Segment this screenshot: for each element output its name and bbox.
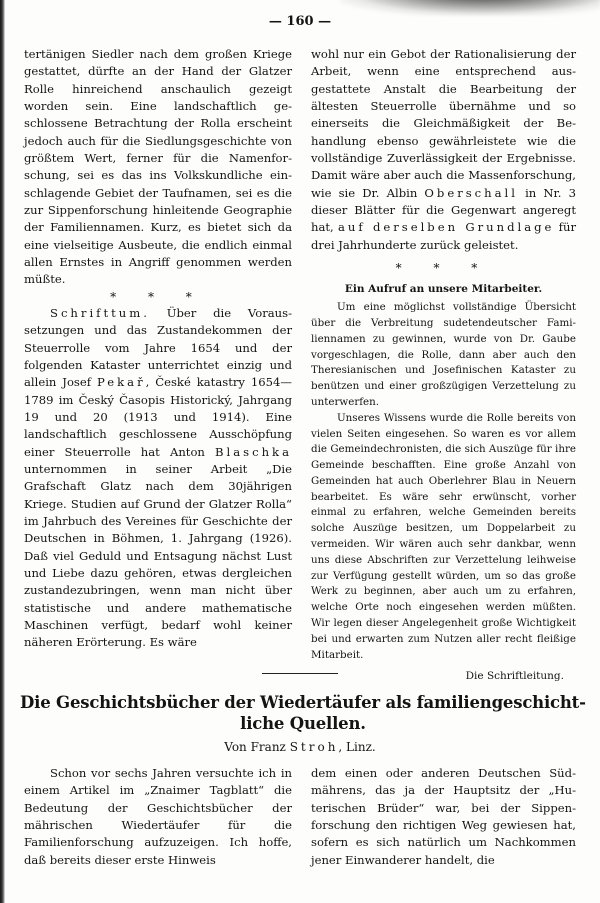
byline: Von Franz Stroh, Linz.	[224, 740, 376, 754]
author-name: Oberschall	[424, 185, 518, 200]
divider-rule	[300, 673, 338, 674]
section-label: Schrifttum.	[50, 305, 150, 320]
section-separator: * * *	[395, 261, 492, 276]
notice-body	[311, 300, 576, 685]
paragraph: Unseres Wissens wurde die Rolle bereits von vielen Seiten eingesehen. So waren es vor allem die Gemeindechronisten, die sich Auszüge für ihre Gemeinde beschafften. Eine große Anzahl von Gemeinden hat auch Oberlehrer Blau in Neuern bearbeitet. Es wäre sehr erwünscht, vorher einmal zu erfahren, welche Gemeinden bereits solche Auszüge besitzen, um Doppelarbeit zu vermeiden. Wir wären auch sehr dankbar, wenn uns diese Abschriften zur Verzettelung leihweise zur Verfügung gestellt würden, um so das große Werk zu beginnen, aber auch um zu erfahren, welche Orte noch eingesehen werden müßten. Wir legen dieser Angelegenheit große Wichtigkeit bei und erwarten zum Nutzen aller recht fleißige Mitarbeit.	[311, 411, 576, 661]
author-name: Stroh	[289, 740, 339, 754]
scan-edge-shadow	[0, 0, 5, 903]
divider-rule	[262, 673, 300, 674]
author-name: Blaschka	[215, 444, 292, 459]
page-number: — 160 —	[268, 14, 332, 29]
notice-title: Ein Aufruf an unsere Mitarbeiter.	[344, 283, 543, 296]
author-name: Pekař	[96, 375, 146, 390]
emphasis: auf derselben Grundlage	[338, 220, 555, 235]
article-left-column	[24, 765, 292, 869]
paragraph: Schon vor sechs Jahren versuchte ich in einem Artikel im „Znaimer Tagblatt“ die Bedeutung der Geschichtsbücher der mährischen Wiedertäufer für die Familienforschung aufzuzeigen. Ich hoffe, daß bereits dieser erste Hinweis	[24, 766, 292, 867]
paragraph: dem einen oder anderen Deutschen Südmährens, das ja der Hauptsitz der „Huterischen Brüder“ war, bei der Sippenforschung den richtigen Weg gewiesen hat, sofern es sich natürlich um Nachkommen jener Einwanderer handelt, die	[311, 766, 576, 867]
paragraph: Schrifttum. Über die Voraussetzungen und das Zustandekommen der Steuerrolle vom Jahre 1654 und der folgenden Kataster unterrichtet einzig und allein Josef Pekař, České katastry 1654—1789 im Český Časopis Historický, Jahrgang 19 und 20 (1913 und 1914). Eine landschaftlich geschlossene Ausschöpfung einer Steuerrolle hat Anton Blaschka unternommen in seiner Arbeit „Die Grafschaft Glatz nach dem 30jährigen Kriege. Studien auf Grund der Glatzer Rolla“ im Jahrbuch des Vereines für Geschichte der Deutschen in Böhmen, 1. Jahrgang (1926). Daß viel Geduld und Entsagung nächst Lust und Liebe dazu gehören, etwas dergleichen zustandezubringen, wenn man nicht über statistische und andere mathematische Maschinen verfügt, bedarf wohl keiner näheren Erörterung. Es wäre	[24, 305, 292, 650]
paragraph: Um eine möglichst vollständige Übersicht über die Verbreitung sudetendeutscher Familiennamen zu gewinnen, wurde von Dr. Gaube vorgeschlagen, die Rolle, dann aber auch den Theresianischen und Josefinischen Kataster zu benützen und einer großzügigen Verzettelung zu unterwerfen.	[311, 301, 576, 408]
paragraph: wohl nur ein Gebot der Rationalisierung der Arbeit, wenn eine entsprechend ausgestattete Anstalt die Bearbeitung der ältesten Steuerrolle übernähme und so einerseits die Gleichmäßigkeit der Behandlung ebenso gewährleistete wie die vollständige Zuverlässigkeit der Ergebnisse. Damit wäre aber auch die Massenforschung, wie sie Dr. Albin Oberschall in Nr. 3 dieser Blätter für die Gegenwart angeregt hat, auf derselben Grundlage für drei Jahrhunderte zurück geleistet.	[311, 47, 576, 252]
left-column	[24, 46, 292, 652]
signature: Die Schriftleitung.	[465, 670, 564, 683]
section-separator: * * *	[110, 289, 206, 304]
article-right-column	[311, 765, 576, 869]
right-column	[311, 46, 576, 685]
article-title: Die Geschichtsbücher der Wiedertäufer als familiengeschichtliche Quellen.	[20, 693, 586, 733]
paragraph: tertänigen Siedler nach dem großen Kriege gestattet, dürfte an der Hand der Glatzer Rolle hinreichend anschaulich gezeigt worden sein. Eine landschaftlich geschlossene Betrachtung der Rolla erscheint jedoch auch für die Siedlungsgeschichte von größtem Wert, ferner für die Namenforschung, sei es das ins Volkskundliche einschlagende Gebiet der Taufnamen, sei es die zur Sippenforschung hinleitende Geographie der Familiennamen. Kurz, es bietet sich da eine vielseitige Ausbeute, die endlich einmal allen Ernstes in Angriff genommen werden müßte.	[24, 47, 292, 287]
